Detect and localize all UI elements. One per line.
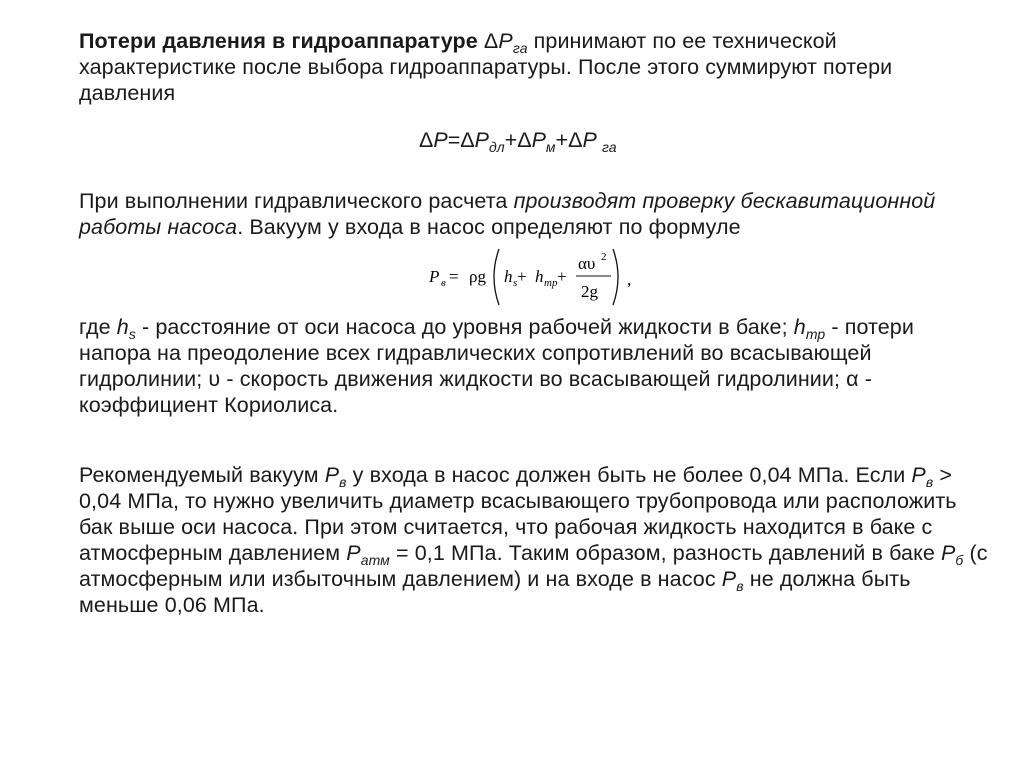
text: . Вакуум у входа в насос определяют по формуле [237, 215, 741, 239]
svg-text:h: h [535, 267, 544, 286]
subscript-ga: га [512, 40, 528, 56]
svg-text:+: + [557, 267, 567, 286]
paragraph-text: принимают по ее технической характеристике после выбора гидроаппаратуры. После этого суммируют потери давления [79, 29, 893, 105]
svg-text:,: , [627, 270, 632, 289]
svg-text:тр: тр [544, 277, 558, 289]
paragraph-recommended-vacuum: Рекомендуемый вакуум $P_в$ у входа в насос должен быть не более 0,04 МПа. Если $P_в > 0,04$ МПа, то нужно увеличить диаметр всасывающего трубопровода или расположить бак выше оси насоса. При этом считается, что рабочая жидкость находится в баке с атмосферным давлением $P_{атм} = 0,1$ МПа. Таким образом, разность давлений в баке $P_б$ (с атмосферным или избыточным давлением) и на входе в насос $P_в$ не должна быть меньше 0,06 МПа. [79, 463, 988, 617]
svg-text:P: P [429, 267, 440, 286]
vacuum-formula [427, 241, 727, 316]
svg-text:в: в [441, 277, 446, 289]
italic-text: производят проверку бескавитационной работы насоса [79, 189, 936, 239]
svg-text:=: = [449, 267, 459, 286]
svg-text:s: s [513, 277, 518, 289]
equation-total-loss: $\Delta P=\Delta P_{дл}+\Delta P_м+\Delta P$ $_{га}$ [419, 128, 617, 155]
svg-text:+: + [517, 267, 527, 286]
svg-text:2g: 2g [581, 282, 598, 301]
paragraph-cavitation [79, 188, 989, 240]
svg-text:ρg: ρg [469, 267, 486, 286]
paragraph-heading: Потери давления в гидроаппаратуре [79, 29, 484, 53]
symbol-h: h [793, 315, 806, 339]
svg-text:h: h [504, 267, 513, 286]
symbol-h: h [116, 315, 129, 339]
delta-symbol: Δ [483, 29, 499, 53]
symbol-p: P [498, 29, 513, 53]
vacuum-formula-graphic [427, 241, 727, 311]
paragraph-pressure-losses [79, 28, 989, 106]
text: При выполнении гидравлического расчета [79, 189, 514, 213]
svg-text:αυ: αυ [578, 254, 596, 273]
svg-text:2: 2 [601, 251, 607, 263]
paragraph-definitions: где $h_s$ - расстояние от оси насоса до уровня рабочей жидкости в баке; $h_{тр}$ - потери напора на преодоление всех гидравлических сопротивлений во всасывающей гидролинии; υ - скорость движения жидкости во всасывающей гидролинии; α - коэффициент Кориолиса. [79, 315, 914, 417]
